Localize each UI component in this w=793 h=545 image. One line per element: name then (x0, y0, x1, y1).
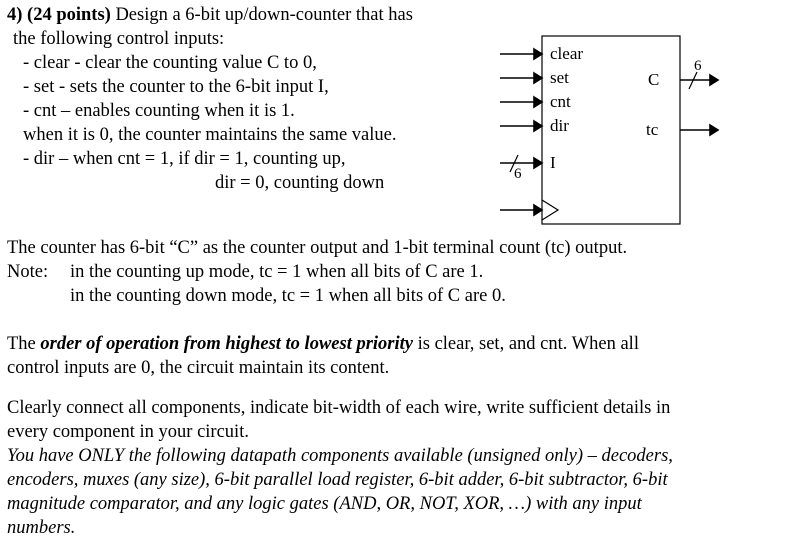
input-dir-desc: - dir – when cnt = 1, if dir = 1, counting up, (23, 149, 346, 169)
arrow-icon (534, 49, 542, 59)
intro-line-2: the following control inputs: (13, 29, 225, 49)
instructions-line-2: every component in your circuit. (7, 422, 249, 442)
priority-pre: The (7, 334, 41, 354)
input-set-desc: - set - sets the counter to the 6-bit input I, (23, 77, 329, 97)
input-cnt-desc-2: when it is 0, the counter maintains the same value. (23, 125, 397, 145)
counter-diagram-svg (470, 30, 730, 230)
bus-width-c: 6 (694, 58, 702, 74)
problem-intro: Design a 6-bit up/down-counter that has (110, 5, 413, 25)
input-dir-desc-2: dir = 0, counting down (215, 173, 385, 193)
clock-triangle-icon (542, 200, 558, 220)
priority-line (7, 333, 639, 355)
input-cnt-desc: - cnt – enables counting when it is 1. (23, 101, 295, 121)
bus-width-i: 6 (514, 166, 522, 182)
components-line-2: encoders, muxes (any size), 6-bit parallel load register, 6-bit adder, 6-bit subtractor, 6-bit (7, 470, 668, 490)
pin-c: C (648, 70, 660, 89)
arrow-icon (534, 205, 542, 215)
pin-i: I (550, 153, 556, 172)
pin-set: set (550, 68, 569, 87)
components-line-3: magnitude comparator, and any logic gates (AND, OR, NOT, XOR, …) with any input (7, 494, 642, 514)
priority-post: is clear, set, and cnt. When all (412, 334, 639, 354)
note-2: in the counting down mode, tc = 1 when all bits of C are 0. (70, 286, 506, 306)
components-line-4: numbers. (7, 518, 76, 538)
note-1: in the counting up mode, tc = 1 when all bits of C are 1. (70, 262, 484, 282)
pin-cnt: cnt (550, 92, 571, 111)
input-clear-desc: - clear - clear the counting value C to 0, (23, 53, 317, 73)
description-line: The counter has 6-bit “C” as the counter output and 1-bit terminal count (tc) output. (7, 238, 628, 258)
arrow-icon (534, 97, 542, 107)
arrow-icon (534, 73, 542, 83)
priority-line-2: control inputs are 0, the circuit maintain its content. (7, 358, 390, 378)
pin-tc: tc (646, 120, 659, 139)
problem-heading (7, 4, 413, 26)
arrow-icon (534, 121, 542, 131)
arrow-icon (534, 158, 542, 168)
instructions-line-1: Clearly connect all components, indicate bit-width of each wire, write sufficient details in (7, 398, 671, 418)
problem-number: 4) (24 points) (7, 5, 111, 25)
pin-dir: dir (550, 116, 569, 135)
note-label: Note: (7, 262, 49, 282)
counter-block-diagram (470, 30, 730, 230)
pin-clear: clear (550, 44, 584, 63)
components-line-1: You have ONLY the following datapath components available (unsigned only) – decoders, (7, 446, 673, 466)
priority-emphasis: order of operation from highest to lowest priority (40, 334, 413, 354)
arrow-icon (710, 75, 718, 85)
arrow-icon (710, 125, 718, 135)
